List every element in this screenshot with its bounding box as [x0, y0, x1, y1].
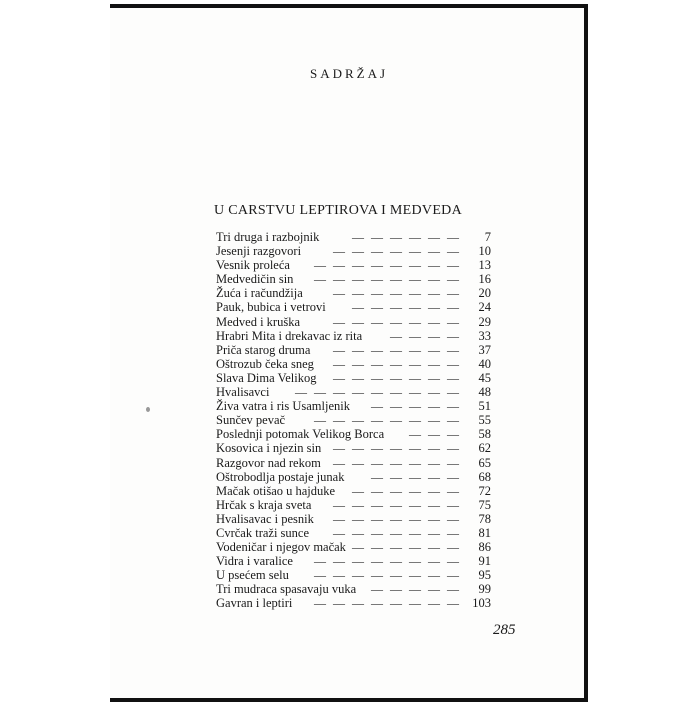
toc-entry-page: 86 [478, 540, 491, 555]
toc-entry [216, 441, 491, 455]
toc-entry [216, 244, 491, 258]
toc-entry-page: 55 [478, 413, 491, 428]
toc-entry-title: Mačak otišao u hajduke [216, 483, 336, 498]
toc-leader-dashes: — — — — — — — — [314, 554, 461, 569]
toc-entry [216, 315, 491, 329]
toc-leader-dashes: — — — — — — [352, 540, 461, 555]
toc-entry [216, 512, 491, 526]
toc-leader-dashes: — — — — — — — [333, 370, 461, 385]
toc-entry-page: 29 [478, 314, 491, 329]
toc-entry-title: Hvalisavac i pesnik [216, 511, 314, 526]
toc-entry-title: Vesnik proleća [216, 258, 290, 273]
toc-entry-title: Vidra i varalice [216, 554, 293, 569]
toc-leader-dashes: — — — — — — — — [314, 568, 461, 583]
toc-leader-dashes: — — — — — — [352, 483, 461, 498]
toc-entry-title: Žuća i račundžija [216, 286, 303, 301]
toc-entry [216, 540, 491, 554]
toc-entry [216, 413, 491, 427]
toc-entry-title: Medved i kruška [216, 314, 301, 329]
toc-entry-title: U psećem selu [216, 568, 289, 583]
toc-leader-dashes: — — — — — — — [333, 356, 461, 371]
toc-entry-page: 24 [478, 300, 491, 315]
toc-entry-page: 7 [484, 230, 491, 244]
toc-entry [216, 484, 491, 498]
toc-leader-dashes: — — — — — — — [333, 342, 461, 357]
toc-entry-title: Kosovica i njezin sin [216, 441, 322, 456]
toc-entry-page: 37 [478, 342, 491, 357]
toc-leader-dashes: — — — — — — — — [314, 258, 461, 273]
toc-entry-title: Sunčev pevač [216, 413, 286, 428]
toc-entry-page: 40 [478, 356, 491, 371]
toc-entry [216, 456, 491, 470]
table-of-contents [216, 230, 491, 611]
toc-leader-dashes: — — — — — — — [333, 441, 461, 456]
toc-entry [216, 329, 491, 343]
toc-entry-page: 81 [478, 525, 491, 540]
toc-leader-dashes: — — — — — — — [333, 314, 461, 329]
toc-entry-page: 13 [478, 258, 491, 273]
toc-entry [216, 470, 491, 484]
toc-entry [216, 596, 491, 610]
toc-entry [216, 258, 491, 272]
toc-entry [216, 230, 491, 244]
toc-entry [216, 385, 491, 399]
toc-entry-title: Hrčak s kraja sveta [216, 497, 312, 512]
toc-entry-title: Poslednji potomak Velikog Borca [216, 427, 385, 442]
toc-leader-dashes: — — — — — — — — [314, 272, 461, 287]
toc-entry-page: 48 [478, 385, 491, 400]
toc-entry-page: 16 [478, 272, 491, 287]
toc-leader-dashes: — — — — — — — [333, 497, 461, 512]
toc-entry [216, 272, 491, 286]
toc-leader-dashes: — — — — — — — [333, 286, 461, 301]
toc-entry [216, 286, 491, 300]
toc-entry-title: Medvedičin sin [216, 272, 294, 287]
toc-entry [216, 568, 491, 582]
toc-entry-title: Razgovor nad rekom [216, 455, 321, 470]
toc-entry-page: 72 [478, 483, 491, 498]
toc-entry-title: Cvrčak traži sunce [216, 525, 310, 540]
toc-leader-dashes: — — — — — — — [333, 525, 461, 540]
contents-heading: SADRŽAJ [310, 66, 389, 81]
toc-entry-page: 33 [478, 328, 491, 343]
toc-entry [216, 498, 491, 512]
toc-entry-title: Hrabri Mita i drekavac iz rita [216, 328, 363, 343]
toc-entry-page: 103 [472, 596, 491, 611]
toc-entry-page: 62 [478, 441, 491, 456]
toc-entry-page: 99 [478, 582, 491, 597]
toc-leader-dashes: — — — — — — — [333, 511, 461, 526]
toc-entry-page: 75 [478, 497, 491, 512]
toc-leader-dashes: — — — — — — — — [314, 596, 461, 611]
toc-entry-title: Pauk, bubica i vetrovi [216, 300, 326, 315]
toc-entry [216, 526, 491, 540]
toc-entry [216, 343, 491, 357]
toc-entry-page: 20 [478, 286, 491, 301]
toc-entry-title: Slava Dima Velikog [216, 370, 317, 385]
toc-leader-dashes: — — — — — — — — [314, 413, 461, 428]
toc-leader-dashes: — — — — — — — [333, 455, 461, 470]
toc-entry-page: 65 [478, 455, 491, 470]
toc-leader-dashes: — — — — — — — [333, 244, 461, 259]
toc-entry [216, 399, 491, 413]
toc-entry-page: 51 [478, 399, 491, 414]
toc-entry-title: Oštrobodlja postaje junak [216, 469, 345, 484]
toc-entry-title: Tri mudraca spasavaju vuka [216, 582, 357, 597]
toc-entry-title: Priča starog druma [216, 342, 311, 357]
toc-entry-title: Tri druga i razbojnik [216, 230, 320, 244]
toc-leader-dashes: — — — — — [371, 399, 461, 414]
toc-entry [216, 371, 491, 385]
toc-leader-dashes: — — — [409, 427, 461, 442]
toc-entry [216, 582, 491, 596]
toc-entry [216, 357, 491, 371]
toc-entry-title: Živa vatra i ris Usamljenik [216, 399, 350, 414]
toc-leader-dashes: — — — — — — [352, 230, 461, 244]
toc-entry-page: 58 [478, 427, 491, 442]
toc-entry-page: 95 [478, 568, 491, 583]
page-number: 285 [493, 622, 516, 638]
toc-entry [216, 427, 491, 441]
toc-entry [216, 554, 491, 568]
paper-speck [146, 407, 150, 412]
toc-leader-dashes: — — — — — — [352, 300, 461, 315]
toc-entry-title: Jesenji razgovori [216, 244, 302, 259]
section-title: U CARSTVU LEPTIROVA I MEDVEDA [214, 203, 463, 218]
toc-leader-dashes: — — — — [390, 328, 461, 343]
toc-leader-dashes: — — — — — — — — — [295, 385, 461, 400]
toc-entry-page: 68 [478, 469, 491, 484]
toc-entry-page: 78 [478, 511, 491, 526]
toc-entry-title: Gavran i leptiri [216, 596, 293, 611]
toc-leader-dashes: — — — — — [371, 469, 461, 484]
toc-entry-page: 45 [478, 370, 491, 385]
toc-entry [216, 300, 491, 314]
toc-entry-page: 10 [478, 244, 491, 259]
toc-entry-title: Hvalisavci [216, 385, 270, 400]
toc-entry-title: Oštrozub čeka sneg [216, 356, 314, 371]
toc-leader-dashes: — — — — — [371, 582, 461, 597]
toc-entry-page: 91 [478, 554, 491, 569]
toc-entry-title: Vodeničar i njegov mačak [216, 540, 346, 555]
